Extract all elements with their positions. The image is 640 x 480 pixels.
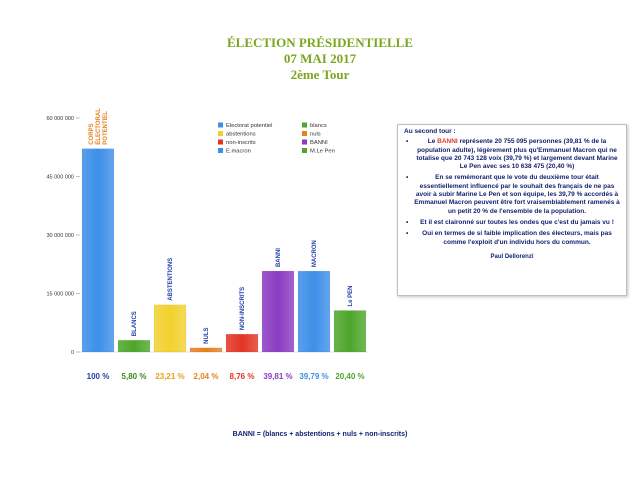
y-tick-label: 45 000 000: [46, 174, 74, 181]
legend-swatch-6: [302, 140, 307, 145]
percent-label-8: 20,40 %: [335, 372, 365, 381]
percent-label-2: 5,80 %: [121, 372, 147, 381]
y-tick-label: 0: [70, 350, 74, 356]
footer-formula: BANNI = (blancs + abstentions + nuls + non-inscrits): [232, 431, 408, 438]
note-paragraph-4: • Oui en termes de si faible implication des électeurs, mais pas comme l'exploit d'un individu hors du commun.: [404, 230, 620, 247]
bar-5: [226, 334, 258, 352]
percent-label-3: 23,21 %: [155, 372, 185, 381]
legend-swatch-4: [302, 131, 307, 136]
note-signature: Paul Dellorenzi: [490, 253, 534, 260]
legend-swatch-5: [218, 140, 223, 145]
note-paragraph-1: [404, 138, 620, 171]
legend-label-3: abstentions: [226, 131, 256, 138]
legend-label-4: nuls: [310, 131, 321, 138]
legend-label-7: E.macron: [226, 148, 251, 155]
bar-8: [334, 311, 366, 352]
bar-label-2: BLANCS: [132, 311, 138, 337]
percent-label-1: 100 %: [86, 372, 110, 381]
legend-label-2: blancs: [310, 123, 327, 129]
bar-3: [154, 305, 186, 352]
legend-label-6: BANNI: [310, 140, 328, 146]
legend-swatch-1: [218, 123, 223, 128]
note-p1-highlight: BANNI: [437, 138, 458, 146]
legend-swatch-8: [302, 148, 307, 153]
bar-label-3: ABSTENTIONS: [168, 257, 174, 301]
legend-swatch-3: [218, 131, 223, 136]
bar-label-1: [89, 108, 109, 145]
percent-label-6: 39,81 %: [263, 372, 293, 381]
legend-label-1: Electorat potentiel: [226, 123, 273, 129]
bar-7: [298, 271, 330, 352]
note-paragraph-3: • Et il est claironné sur toutes les ondes que c'est du jamais vu !: [404, 219, 620, 227]
note-p1-pre: Le: [427, 138, 438, 146]
percent-label-7: 39,79 %: [299, 372, 329, 381]
legend-label-8: M.Le Pen: [310, 148, 335, 155]
bar-label-line: POTENTIEL: [103, 111, 109, 145]
bar-1: [82, 149, 114, 352]
bar-6: [262, 271, 294, 352]
note-heading: Au second tour :: [404, 128, 456, 135]
bar-label-line: ÉLECTORAL: [96, 108, 102, 145]
bar-label-5: NON-INSCRITS: [240, 286, 246, 331]
percent-label-4: 2,04 %: [193, 372, 219, 381]
chart-date: 07 MAI 2017: [283, 51, 357, 66]
bar-2: [118, 340, 150, 352]
chart-title: ÉLECTION PRÉSIDENTIELLE: [226, 35, 414, 50]
legend-swatch-7: [218, 148, 223, 153]
y-tick-label: 15 000 000: [46, 291, 74, 298]
commentary-box: [397, 124, 627, 296]
y-tick-label: 60 000 000: [46, 116, 74, 122]
legend-label-5: non-inscrits: [226, 140, 256, 146]
note-p1-post: représente 20 755 095 personnes (39,81 % de la population adulte), légèrement plus qu'Emmanuel Macron qui ne totalise que 20 743 128 voix (39,79 %) et largement devant Marine Le Pen avec ses 10 638 475 (20,40 %): [416, 138, 618, 171]
chart-round: 2ème Tour: [290, 67, 350, 82]
bar-label-6: BANNI: [276, 248, 282, 268]
bar-4: [190, 348, 222, 352]
y-tick-label: 30 000 000: [46, 233, 74, 239]
bar-label-line: CORPS: [89, 123, 95, 145]
bar-label-7: MACRON: [312, 240, 318, 268]
bar-label-8: Le PEN: [348, 285, 354, 307]
legend-swatch-2: [302, 123, 307, 128]
bar-label-4: NULS: [204, 327, 210, 344]
percent-label-5: 8,76 %: [229, 372, 255, 381]
note-paragraph-2: • En se remémorant que le vote du deuxième tour était essentiellement influencé par le souhait des français de ne pas avoir à subir Marine Le Pen et son équipe, les 39,79 % accordés à Emmanuel Macron peuvent être fort vraisemblablement ramenés à un petit 20 % de l'ensemble de la population.: [404, 174, 620, 215]
